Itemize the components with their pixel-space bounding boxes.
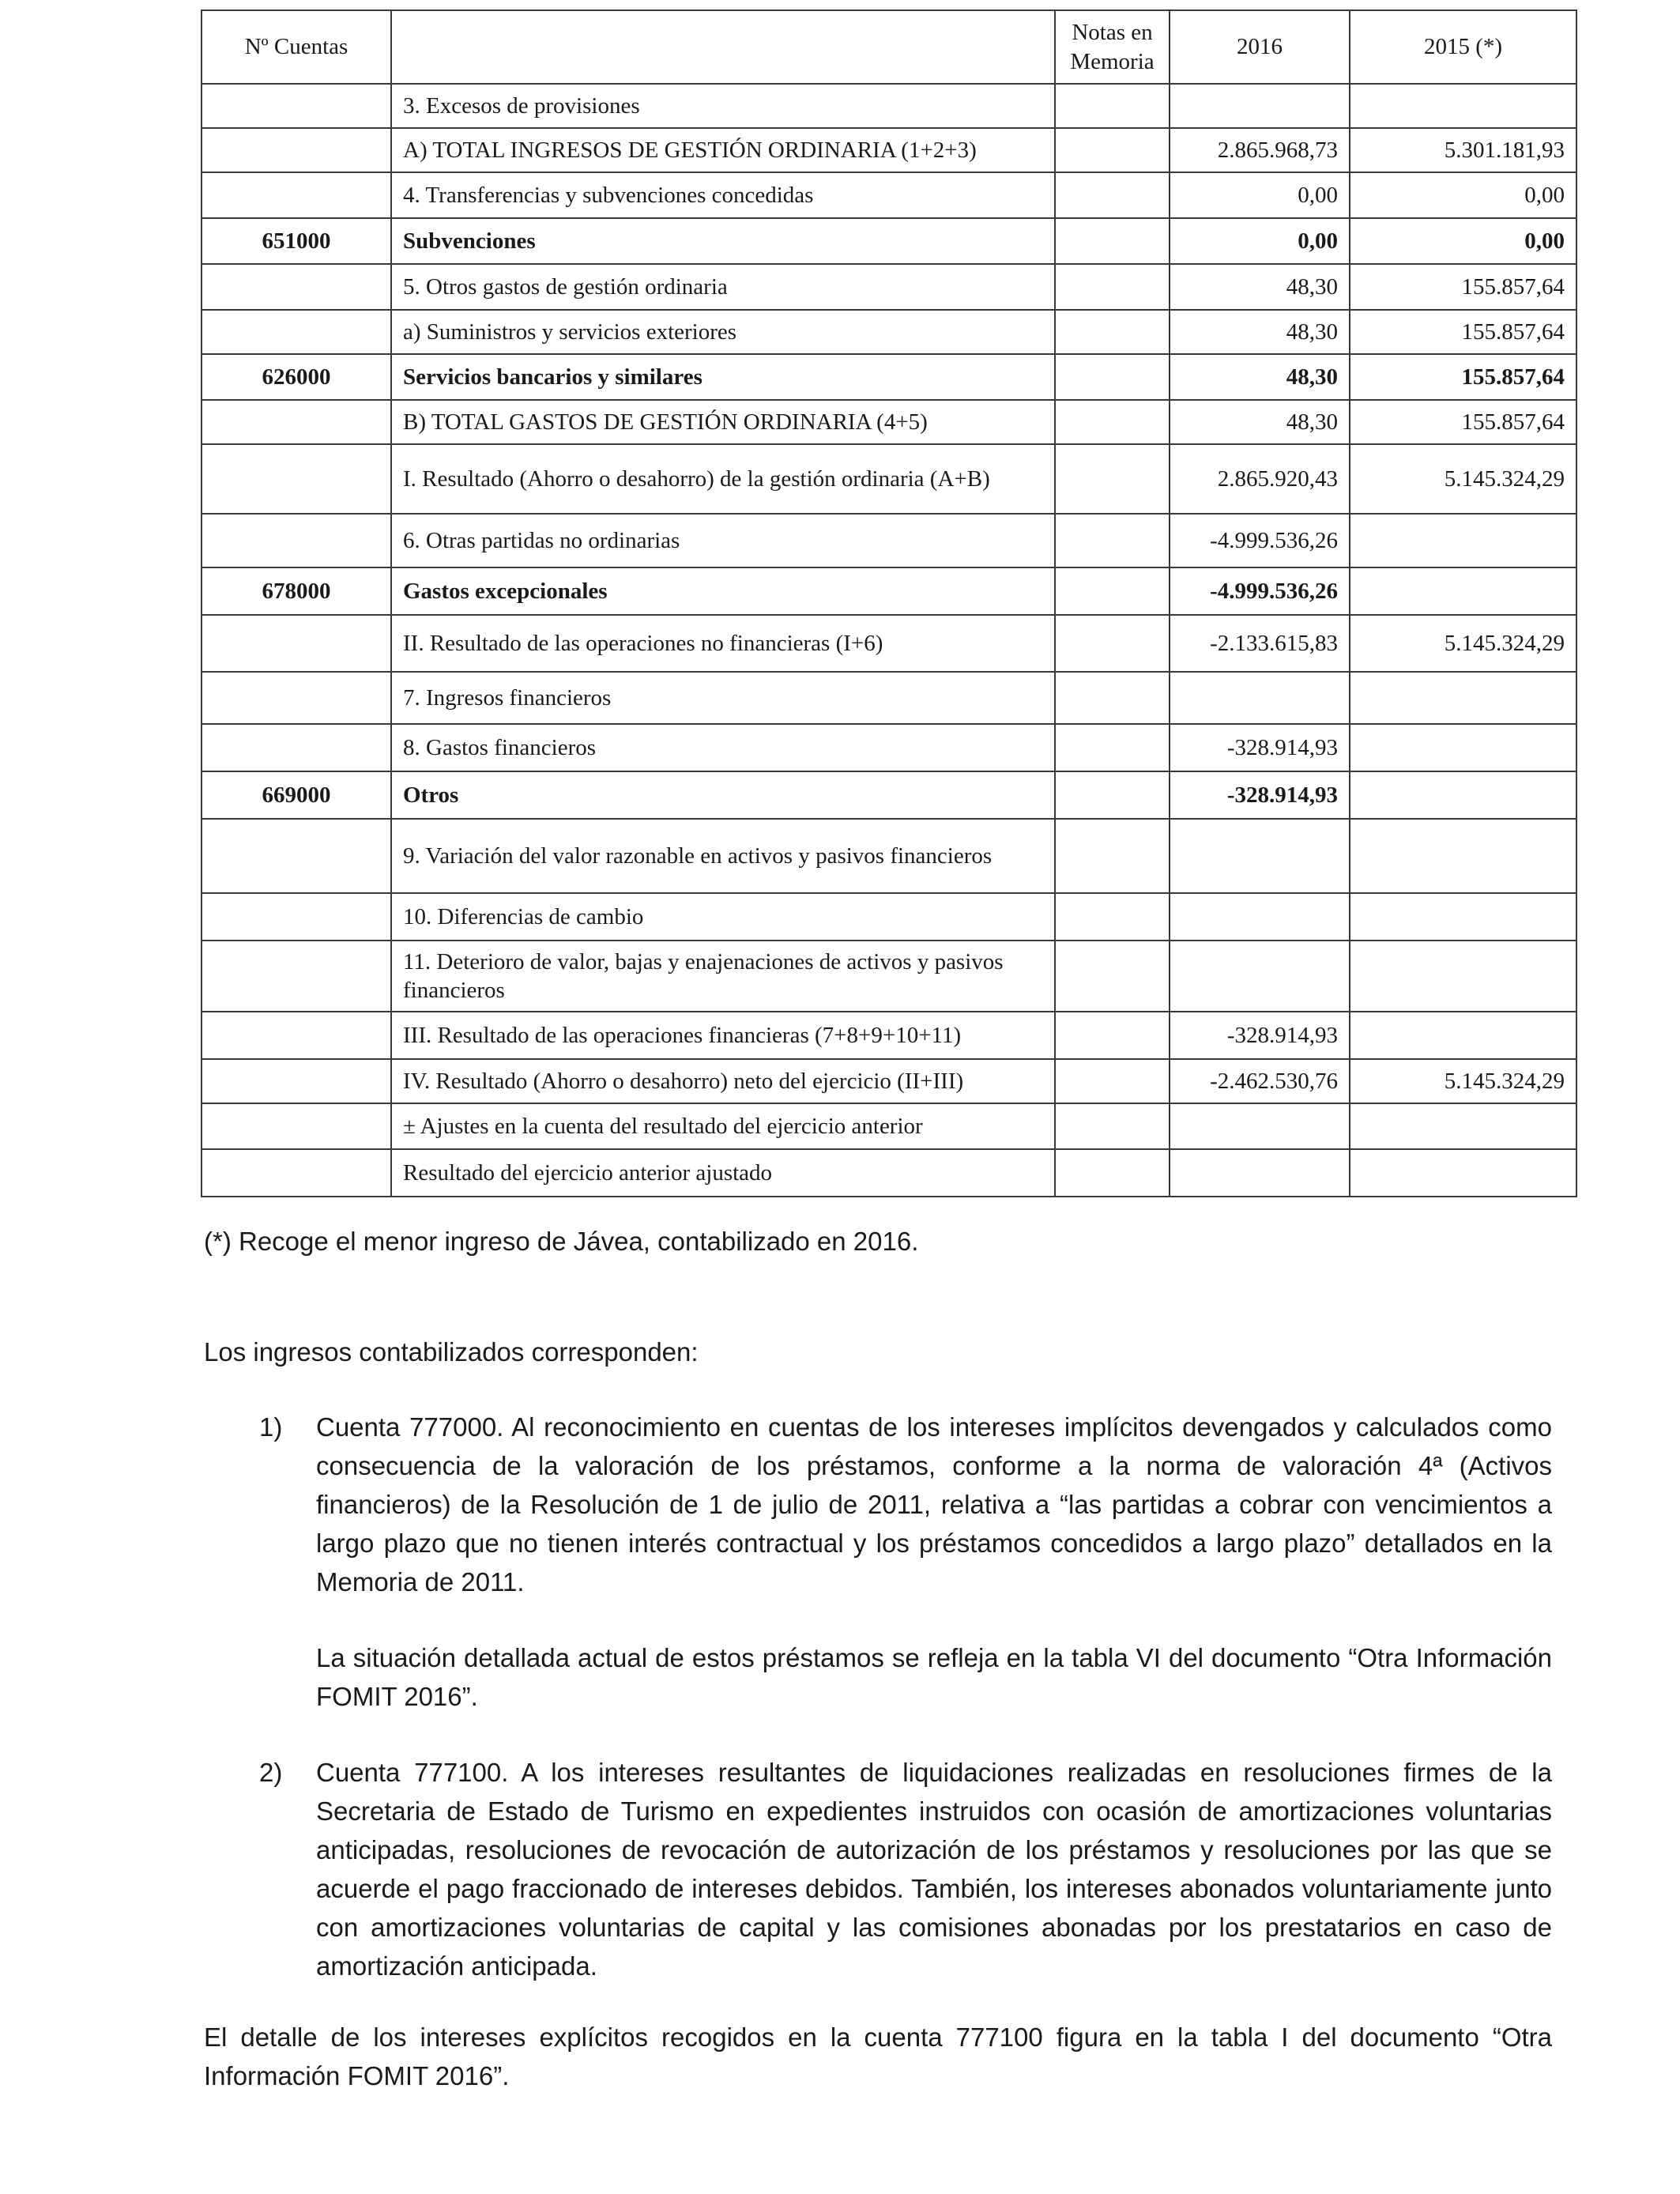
- value-2015-cell: 5.145.324,29: [1350, 444, 1576, 514]
- value-2015-cell: [1350, 567, 1576, 615]
- concept-cell: 9. Variación del valor razonable en activos y pasivos financieros: [391, 819, 1055, 893]
- header-concept: [391, 10, 1055, 84]
- table-row: [202, 941, 1576, 1012]
- account-cell: [202, 514, 391, 567]
- value-2015-cell: [1350, 724, 1576, 771]
- closing-paragraph: El detalle de los intereses explícitos recogidos en la cuenta 777100 figura en la tabla I del documento “Otra Información FOMIT 2016”.: [204, 2022, 1552, 2090]
- header-account-number: Nº Cuentas: [202, 10, 391, 84]
- account-cell: 669000: [202, 771, 391, 819]
- notes-cell: [1055, 264, 1170, 310]
- value-2016-cell: -2.462.530,76: [1170, 1059, 1350, 1103]
- table-row: [202, 1012, 1576, 1059]
- table-row: [202, 172, 1576, 218]
- table-row: [202, 310, 1576, 354]
- account-cell: [202, 400, 391, 444]
- concept-cell: Gastos excepcionales: [391, 567, 1055, 615]
- table-row: [202, 400, 1576, 444]
- table-body: [202, 84, 1576, 1197]
- value-2016-cell: 48,30: [1170, 354, 1350, 400]
- account-cell: [202, 1012, 391, 1059]
- value-2016-cell: [1170, 1103, 1350, 1149]
- notes-cell: [1055, 128, 1170, 172]
- value-2016-cell: 48,30: [1170, 264, 1350, 310]
- concept-cell: a) Suministros y servicios exteriores: [391, 310, 1055, 354]
- table-row: [202, 264, 1576, 310]
- value-2015-cell: 0,00: [1350, 172, 1576, 218]
- account-cell: [202, 84, 391, 128]
- table-row: [202, 724, 1576, 771]
- income-statement-table: [201, 9, 1577, 1197]
- value-2015-cell: [1350, 1012, 1576, 1059]
- value-2015-cell: [1350, 819, 1576, 893]
- value-2016-cell: -4.999.536,26: [1170, 567, 1350, 615]
- table-row: [202, 567, 1576, 615]
- value-2016-cell: 48,30: [1170, 310, 1350, 354]
- account-cell: [202, 128, 391, 172]
- concept-cell: I. Resultado (Ahorro o desahorro) de la gestión ordinaria (A+B): [391, 444, 1055, 514]
- value-2016-cell: [1170, 1149, 1350, 1197]
- notes-cell: [1055, 84, 1170, 128]
- notes-cell: [1055, 893, 1170, 941]
- value-2016-cell: 2.865.920,43: [1170, 444, 1350, 514]
- account-cell: 678000: [202, 567, 391, 615]
- concept-cell: III. Resultado de las operaciones financieras (7+8+9+10+11): [391, 1012, 1055, 1059]
- account-cell: [202, 724, 391, 771]
- table-header-row: [202, 10, 1576, 84]
- notes-cell: [1055, 567, 1170, 615]
- value-2016-cell: -328.914,93: [1170, 771, 1350, 819]
- list-item-extra-text: La situación detallada actual de estos préstamos se refleja en la tabla VI del documento “Otra Información FOMIT 2016”.: [316, 1643, 1552, 1711]
- notes-cell: [1055, 310, 1170, 354]
- account-cell: [202, 264, 391, 310]
- value-2016-cell: -328.914,93: [1170, 1012, 1350, 1059]
- concept-cell: 10. Diferencias de cambio: [391, 893, 1055, 941]
- notes-cell: [1055, 218, 1170, 264]
- value-2015-cell: [1350, 1149, 1576, 1197]
- concept-cell: Otros: [391, 771, 1055, 819]
- value-2016-cell: -4.999.536,26: [1170, 514, 1350, 567]
- notes-cell: [1055, 514, 1170, 567]
- table-row: [202, 218, 1576, 264]
- concept-cell: 6. Otras partidas no ordinarias: [391, 514, 1055, 567]
- list-item-text: Cuenta 777100. A los intereses resultantes de liquidaciones realizadas en resoluciones firmes de la Secretaria de Estado de Turismo en expedientes instruidos con ocasión de amortizaciones voluntarias anticipadas, resoluciones de revocación de autorización de los préstamos y resoluciones por las que se acuerde el pago fraccionado de intereses debidos. También, los intereses abonados voluntariamente junto con amortizaciones voluntarias de capital y las comisiones abonadas por los prestatarios en caso de amortización anticipada.: [316, 1758, 1552, 1981]
- account-cell: [202, 1103, 391, 1149]
- header-notes: Notas en Memoria: [1055, 10, 1170, 84]
- account-cell: [202, 893, 391, 941]
- table-row: [202, 84, 1576, 128]
- notes-cell: [1055, 444, 1170, 514]
- account-cell: [202, 1059, 391, 1103]
- footnote: (*) Recoge el menor ingreso de Jávea, contabilizado en 2016.: [204, 1227, 919, 1256]
- value-2016-cell: [1170, 84, 1350, 128]
- concept-cell: Subvenciones: [391, 218, 1055, 264]
- concept-cell: B) TOTAL GASTOS DE GESTIÓN ORDINARIA (4+5): [391, 400, 1055, 444]
- table-row: [202, 893, 1576, 941]
- value-2015-cell: [1350, 771, 1576, 819]
- list-item-text: Cuenta 777000. Al reconocimiento en cuentas de los intereses implícitos devengados y calculados como consecuencia de la valoración de los préstamos, conforme a la norma de valoración 4ª (Activos financieros) de la Resolución de 1 de julio de 2011, relativa a “las partidas a cobrar con vencimientos a largo plazo que no tienen interés contractual y los préstamos concedidos a largo plazo” detallados en la Memoria de 2011.: [316, 1412, 1552, 1596]
- value-2016-cell: 48,30: [1170, 400, 1350, 444]
- concept-cell: ± Ajustes en la cuenta del resultado del ejercicio anterior: [391, 1103, 1055, 1149]
- table-row: [202, 1103, 1576, 1149]
- concept-cell: 3. Excesos de provisiones: [391, 84, 1055, 128]
- concept-cell: A) TOTAL INGRESOS DE GESTIÓN ORDINARIA (1+2+3): [391, 128, 1055, 172]
- table-row: [202, 514, 1576, 567]
- value-2015-cell: 5.145.324,29: [1350, 1059, 1576, 1103]
- account-cell: [202, 444, 391, 514]
- list-item-number: 1): [259, 1412, 283, 1442]
- intro-paragraph: Los ingresos contabilizados corresponden:: [204, 1337, 699, 1367]
- concept-cell: II. Resultado de las operaciones no financieras (I+6): [391, 615, 1055, 672]
- header-year-2015: 2015 (*): [1350, 10, 1576, 84]
- notes-cell: [1055, 354, 1170, 400]
- value-2016-cell: [1170, 672, 1350, 724]
- notes-cell: [1055, 724, 1170, 771]
- concept-cell: 5. Otros gastos de gestión ordinaria: [391, 264, 1055, 310]
- value-2016-cell: -2.133.615,83: [1170, 615, 1350, 672]
- account-cell: [202, 310, 391, 354]
- notes-cell: [1055, 1059, 1170, 1103]
- value-2015-cell: [1350, 672, 1576, 724]
- account-cell: 626000: [202, 354, 391, 400]
- account-cell: [202, 172, 391, 218]
- list-item-number: 2): [259, 1758, 283, 1787]
- notes-cell: [1055, 819, 1170, 893]
- account-cell: 651000: [202, 218, 391, 264]
- notes-cell: [1055, 1149, 1170, 1197]
- value-2015-cell: 155.857,64: [1350, 400, 1576, 444]
- value-2016-cell: [1170, 819, 1350, 893]
- table-row: [202, 819, 1576, 893]
- notes-cell: [1055, 615, 1170, 672]
- concept-cell: 7. Ingresos financieros: [391, 672, 1055, 724]
- table-row: [202, 672, 1576, 724]
- concept-cell: Resultado del ejercicio anterior ajustado: [391, 1149, 1055, 1197]
- value-2016-cell: 0,00: [1170, 218, 1350, 264]
- value-2015-cell: 155.857,64: [1350, 264, 1576, 310]
- header-year-2016: 2016: [1170, 10, 1350, 84]
- value-2015-cell: 155.857,64: [1350, 310, 1576, 354]
- account-cell: [202, 941, 391, 1012]
- value-2016-cell: 2.865.968,73: [1170, 128, 1350, 172]
- notes-cell: [1055, 941, 1170, 1012]
- value-2016-cell: [1170, 941, 1350, 1012]
- notes-cell: [1055, 771, 1170, 819]
- value-2015-cell: [1350, 514, 1576, 567]
- account-cell: [202, 672, 391, 724]
- table-row: [202, 1059, 1576, 1103]
- value-2015-cell: 155.857,64: [1350, 354, 1576, 400]
- value-2015-cell: [1350, 1103, 1576, 1149]
- notes-cell: [1055, 672, 1170, 724]
- table-row: [202, 354, 1576, 400]
- concept-cell: Servicios bancarios y similares: [391, 354, 1055, 400]
- account-cell: [202, 1149, 391, 1197]
- table-row: [202, 444, 1576, 514]
- value-2015-cell: 5.145.324,29: [1350, 615, 1576, 672]
- notes-cell: [1055, 1012, 1170, 1059]
- value-2016-cell: 0,00: [1170, 172, 1350, 218]
- table-row: [202, 128, 1576, 172]
- account-cell: [202, 819, 391, 893]
- concept-cell: 4. Transferencias y subvenciones concedidas: [391, 172, 1055, 218]
- value-2015-cell: [1350, 84, 1576, 128]
- value-2016-cell: -328.914,93: [1170, 724, 1350, 771]
- concept-cell: 11. Deterioro de valor, bajas y enajenaciones de activos y pasivos financieros: [391, 941, 1055, 1012]
- notes-cell: [1055, 400, 1170, 444]
- value-2015-cell: 0,00: [1350, 218, 1576, 264]
- concept-cell: 8. Gastos financieros: [391, 724, 1055, 771]
- concept-cell: IV. Resultado (Ahorro o desahorro) neto del ejercicio (II+III): [391, 1059, 1055, 1103]
- value-2015-cell: 5.301.181,93: [1350, 128, 1576, 172]
- table-row: [202, 1149, 1576, 1197]
- account-cell: [202, 615, 391, 672]
- value-2016-cell: [1170, 893, 1350, 941]
- notes-cell: [1055, 1103, 1170, 1149]
- value-2015-cell: [1350, 941, 1576, 1012]
- table-row: [202, 615, 1576, 672]
- table-row: [202, 771, 1576, 819]
- notes-cell: [1055, 172, 1170, 218]
- value-2015-cell: [1350, 893, 1576, 941]
